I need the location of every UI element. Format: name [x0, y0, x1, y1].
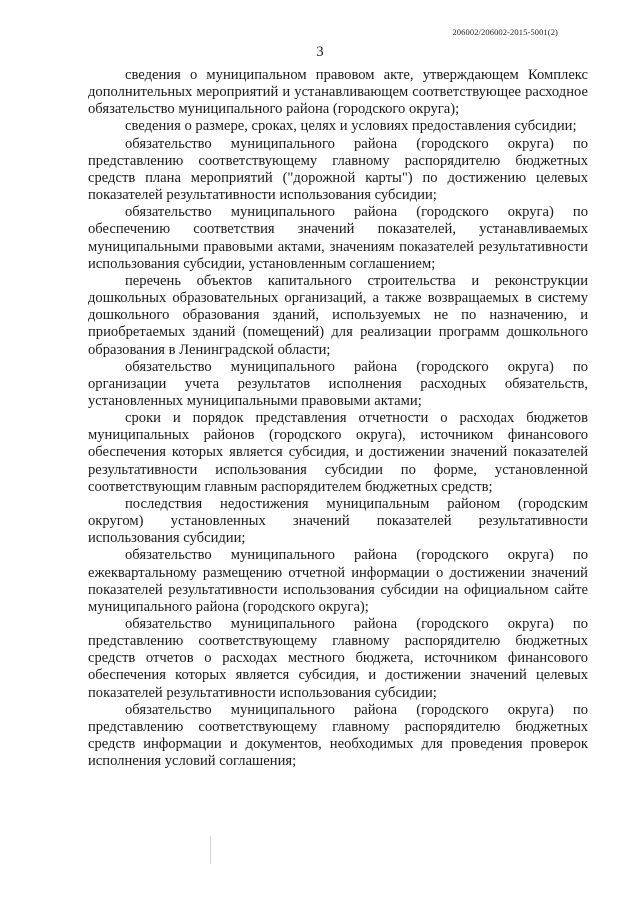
paragraph-construction-list: перечень объектов капитального строительства и реконструкции дошкольных образовательных организаций, а также возвращаемых в систему дошкольного образования зданий, используемых не по назначению, и приобретаемых зданий (помещений) для реализации программ дошкольного образования в Ленинградской области; [88, 272, 588, 358]
paragraph-subsidy-info: сведения о размере, сроках, целях и условиях предоставления субсидии; [125, 118, 577, 135]
document-registration-code: 206002/206002-2015-5001(2) [452, 27, 558, 37]
paragraph-roadmap-obligation: обязательство муниципального района (городского округа) по представлению соответствующему главному распорядителю бюджетных средств плана мероприятий ("дорожной карты") по достижению целевых показателей результативности использования субсидии; [88, 135, 588, 204]
document-body [88, 67, 588, 770]
page-number: 3 [316, 44, 324, 60]
paragraph-quarterly-publication: обязательство муниципального района (городского округа) по ежеквартальному размещению отчетной информации о достижении значений показателей результативности использования субсидии на официальном сайте муниципального района (городского округа); [88, 547, 588, 615]
paragraph-audit-documents: обязательство муниципального района (городского округа) по представлению соответствующему главному распорядителю бюджетных средств информации и документов, необходимых для проведения проверок исполнения условий соглашения; [88, 701, 588, 770]
paragraph-expense-reports: обязательство муниципального района (городского округа) по представлению соответствующему главному распорядителю бюджетных средств отчетов о расходах местного бюджета, источником финансового обеспечения которых является субсидия, и достижении значений целевых показателей результативности использования субсидии; [88, 616, 588, 701]
paragraph-act-info: сведения о муниципальном правовом акте, утверждающем Комплекс дополнительных мероприятий и устанавливающем соответствующее расходное обязательство муниципального района (городского округа); [88, 67, 588, 118]
scan-artifact-line [210, 836, 211, 864]
paragraph-indicators-obligation: обязательство муниципального района (городского округа) по обеспечению соответствия значений показателей, устанавливаемых муниципальными правовыми актами, значениям показателей результативности использования субсидии, установленным соглашением; [88, 204, 588, 272]
paragraph-reporting-terms: сроки и порядок представления отчетности о расходах бюджетов муниципальных районов (городского округа), источником финансового обеспечения которых является субсидия, и достижении значений показателей результативности использования субсидии по форме, установленной соответствующим главным распорядителем бюджетных средств; [88, 410, 588, 495]
paragraph-accounting-obligation: обязательство муниципального района (городского округа) по организации учета результатов исполнения расходных обязательств, установленных муниципальными правовыми актами; [88, 358, 588, 409]
paragraph-consequences: последствия недостижения муниципальным районом (городским округом) установленных значений показателей результативности использования субсидии; [88, 495, 588, 547]
